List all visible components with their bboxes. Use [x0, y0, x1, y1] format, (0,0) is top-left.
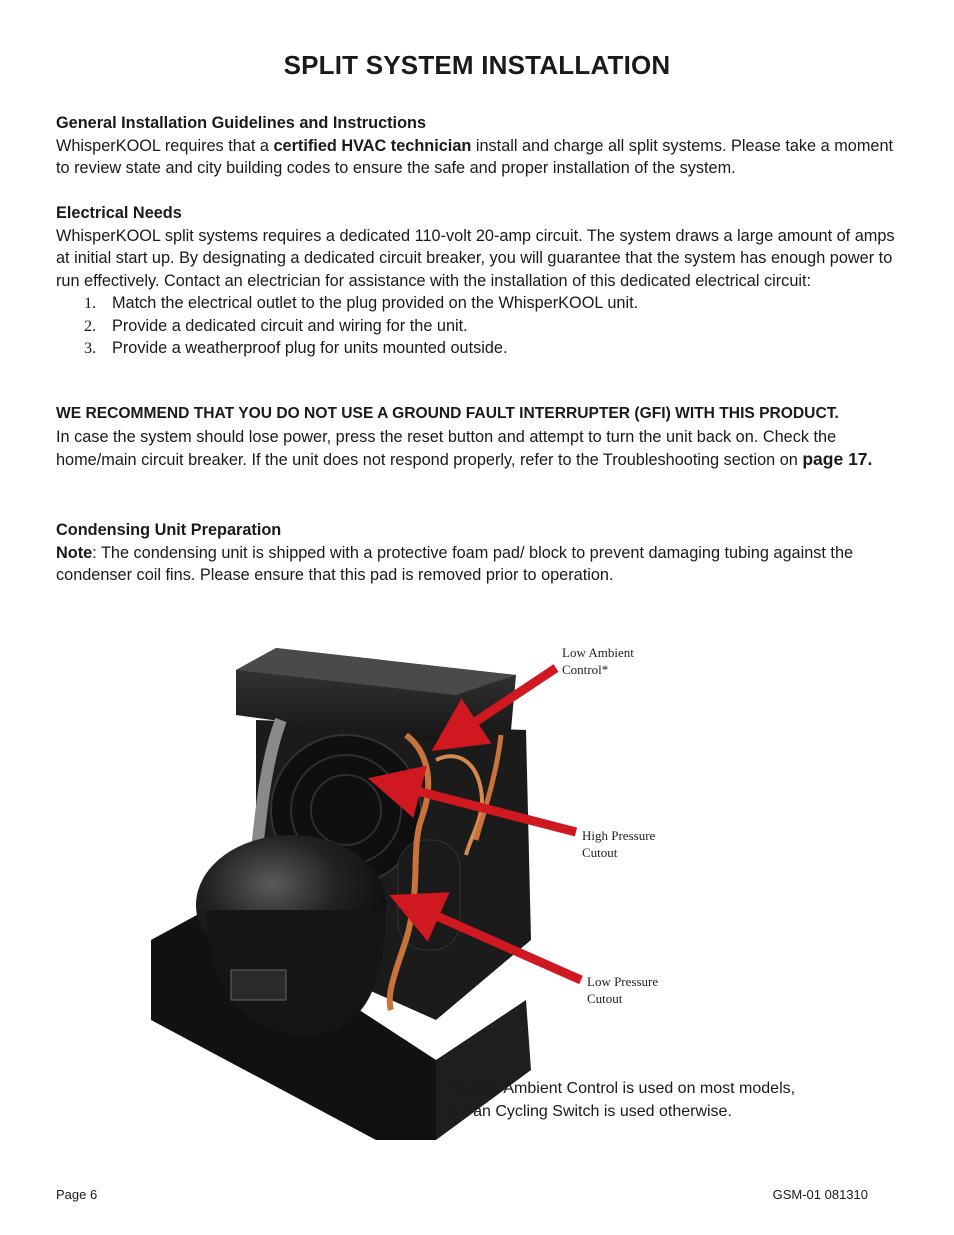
list-item — [56, 315, 901, 338]
list-item-number: 2. — [84, 315, 97, 335]
electrical-heading: Electrical Needs — [56, 204, 182, 222]
general-text-before: WhisperKOOL requires that a — [56, 136, 274, 155]
list-item-number: 3. — [84, 338, 97, 357]
general-heading: General Installation Guidelines and Instructions — [56, 114, 427, 132]
compressor-label — [231, 970, 286, 1000]
gfi-paragraph — [56, 426, 906, 472]
list-item — [56, 337, 901, 360]
footer-doc-code: GSM-01 081310 — [772, 1187, 868, 1202]
section-condensing — [56, 519, 901, 587]
page-reference-link[interactable]: page 17. — [802, 449, 873, 469]
gfi-text: In case the system should lose power, press the reset button and attempt to turn the unit back on. Check the home/main circuit breaker. If the unit does not respond properly, refer to the Troubleshooting section on — [56, 427, 837, 469]
condensing-unit-illustration — [136, 640, 696, 1150]
page-title: SPLIT SYSTEM INSTALLATION — [283, 50, 671, 80]
section-electrical — [56, 202, 901, 360]
list-item-text: Provide a dedicated circuit and wiring for the unit. — [112, 316, 468, 335]
list-item-number: 1. — [84, 293, 97, 312]
electrical-paragraph: WhisperKOOL split systems requires a dedicated 110-volt 20-amp circuit. The system draws a large amount of amps at initial start up. By designating a dedicated circuit breaker, you will guarantee that the system has enough power to run effectively. Contact an electrician for assistance with the installation of this dedicated electrical circuit: — [56, 226, 895, 290]
condensing-paragraph — [56, 542, 901, 587]
general-text-bold: certified HVAC technician — [273, 136, 472, 155]
note-label: Note — [56, 543, 93, 562]
callout-low-ambient: Low Ambient Control* — [562, 645, 634, 677]
general-paragraph — [56, 135, 901, 180]
list-item-text: Match the electrical outlet to the plug provided on the WhisperKOOL unit. — [112, 294, 639, 312]
list-item-text: Provide a weatherproof plug for units mounted outside. — [112, 339, 508, 357]
condensing-heading: Condensing Unit Preparation — [56, 521, 282, 539]
callout-high-pressure: High Pressure Cutout — [582, 828, 656, 860]
note-text: : The condensing unit is shipped with a protective foam pad/ block to prevent damaging tubing against the condenser coil fins. Please ensure that this pad is removed prior to operation. — [56, 543, 854, 584]
footer-page-number: Page 6 — [56, 1187, 98, 1202]
gfi-heading: WE RECOMMEND THAT YOU DO NOT USE A GROUND FAULT INTERRUPTER (GFI) WITH THIS PRODUCT. — [56, 405, 839, 422]
callout-low-pressure: Low Pressure Cutout — [587, 974, 659, 1006]
condensing-unit-figure — [136, 640, 696, 1150]
electrical-list — [56, 292, 901, 360]
section-general — [56, 112, 901, 180]
section-gfi — [56, 403, 906, 472]
list-item — [56, 292, 901, 315]
figure-footnote: *A Low Ambient Control is used on most models, a Fan Cycling Switch is used otherwise. — [450, 1080, 796, 1120]
general-text-after: install and charge all split systems. Please take a moment to review state and city building codes to ensure the safe and proper installation of the system. — [56, 136, 894, 177]
